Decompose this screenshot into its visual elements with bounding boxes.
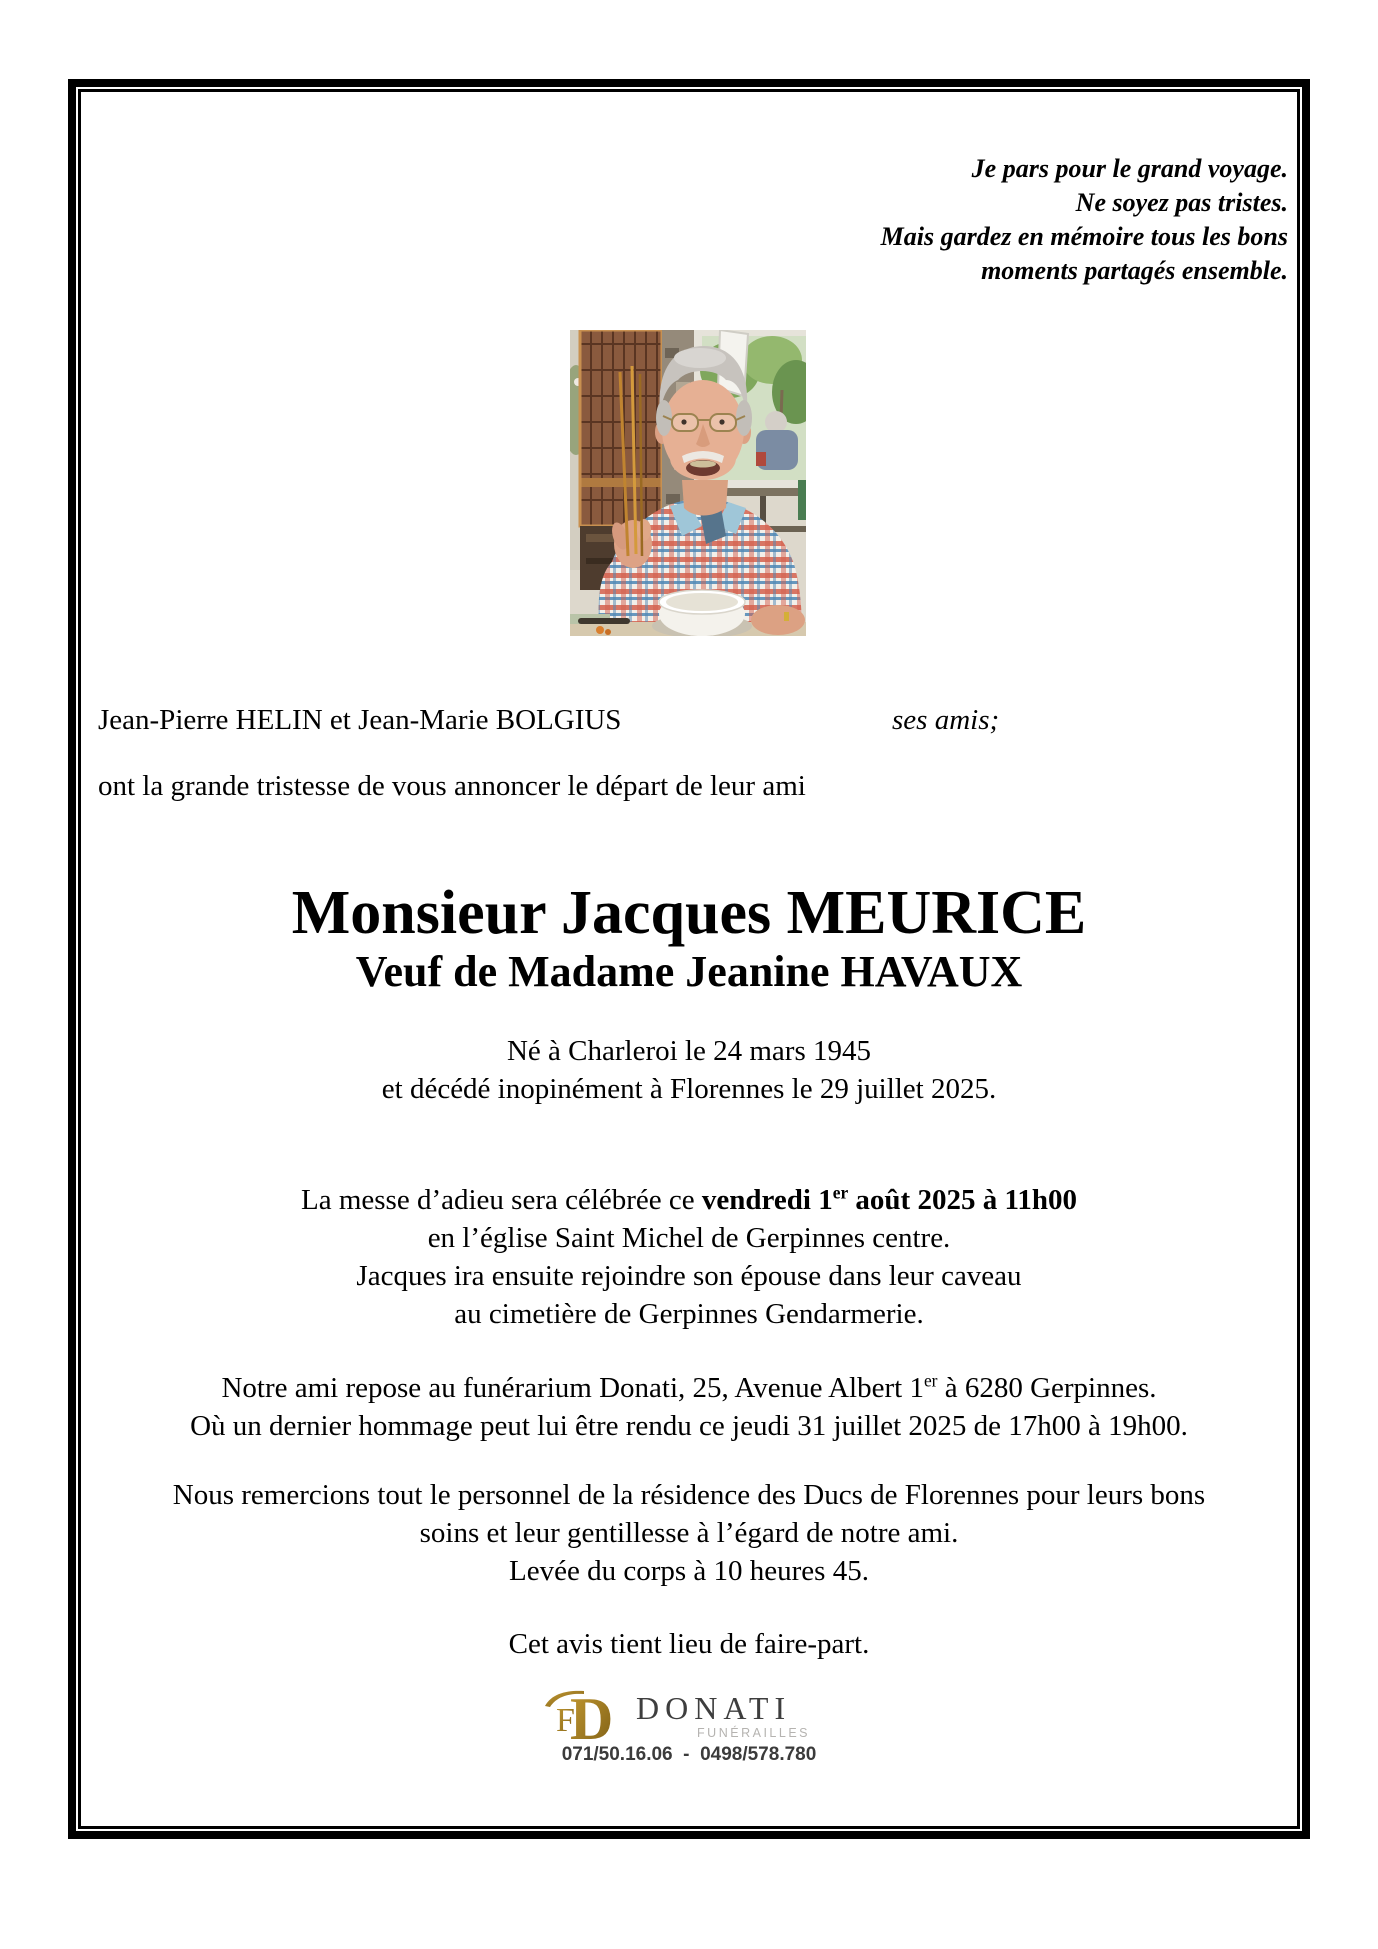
quote-line: Je pars pour le grand voyage.	[971, 154, 1288, 183]
funeral-home-name: DONATI	[636, 1690, 792, 1726]
relation-label: ses amis;	[892, 704, 1000, 736]
ceremony-paragraph	[82, 1181, 1296, 1333]
monogram-letter-d: D	[570, 1686, 614, 1748]
epitaph-quote	[881, 152, 1288, 288]
announcers-names: Jean-Pierre HELIN et Jean-Marie BOLGIUS	[98, 704, 622, 736]
ceremony-line-2: en l’église Saint Michel de Gerpinnes centre.	[427, 1222, 951, 1254]
ceremony-line-4: au cimetière de Gerpinnes Gendarmerie.	[454, 1298, 924, 1330]
funeral-home-phones: 071/50.16.06 - 0498/578.780	[561, 1744, 817, 1765]
funeral-home-subtitle: FUNÉRAILLES	[697, 1726, 810, 1740]
repose-paragraph	[82, 1369, 1296, 1445]
deceased-block	[82, 879, 1296, 998]
ceremony-intro: La messe d’adieu sera célébrée ce	[301, 1184, 702, 1216]
ceremony-date: vendredi 1	[701, 1184, 833, 1216]
repose-city: à 6280 Gerpinnes.	[937, 1372, 1157, 1404]
deceased-name: Monsieur Jacques MEURICE	[291, 879, 1087, 947]
ceremony-line-1	[82, 1181, 1296, 1219]
quote-line: Mais gardez en mémoire tous les bons	[880, 222, 1288, 251]
birth-line: Né à Charleroi le 24 mars 1945	[506, 1035, 871, 1067]
deceased-subtitle: Veuf de Madame Jeanine HAVAUX	[355, 947, 1023, 996]
quote-line: Ne soyez pas tristes.	[1075, 188, 1288, 217]
quote-line: moments partagés ensemble.	[981, 256, 1288, 285]
monogram-letter-f: F	[556, 1702, 575, 1739]
repose-line-1	[82, 1369, 1296, 1407]
donati-monogram-icon	[542, 1684, 632, 1748]
ceremony-line-3: Jacques ira ensuite rejoindre son épouse dans leur caveau	[356, 1260, 1022, 1292]
ceremony-date-ordinal: er	[832, 1182, 849, 1203]
thanks-paragraph	[82, 1476, 1296, 1590]
repose-address: Notre ami repose au funérarium Donati, 25, Avenue Albert 1	[221, 1372, 924, 1404]
repose-line-2: Où un dernier hommage peut lui être rendu ce jeudi 31 juillet 2025 de 17h00 à 19h00.	[190, 1410, 1188, 1442]
announcers-row	[98, 701, 1286, 739]
announcement-line: ont la grande tristesse de vous annoncer le départ de leur ami	[98, 770, 806, 802]
thanks-line-3: Levée du corps à 10 heures 45.	[509, 1555, 869, 1587]
portrait-photo	[570, 330, 806, 636]
ceremony-time: août 2025 à 11h00	[848, 1184, 1077, 1216]
death-line: et décédé inopinément à Florennes le 29 juillet 2025.	[381, 1073, 997, 1105]
thanks-line-1: Nous remercions tout le personnel de la résidence des Ducs de Florennes pour leurs bons	[172, 1479, 1206, 1511]
life-dates	[82, 1032, 1296, 1108]
thanks-line-2: soins et leur gentillesse à l’égard de notre ami.	[419, 1517, 959, 1549]
repose-ordinal: er	[923, 1370, 938, 1391]
notice-line: Cet avis tient lieu de faire-part.	[508, 1628, 870, 1660]
